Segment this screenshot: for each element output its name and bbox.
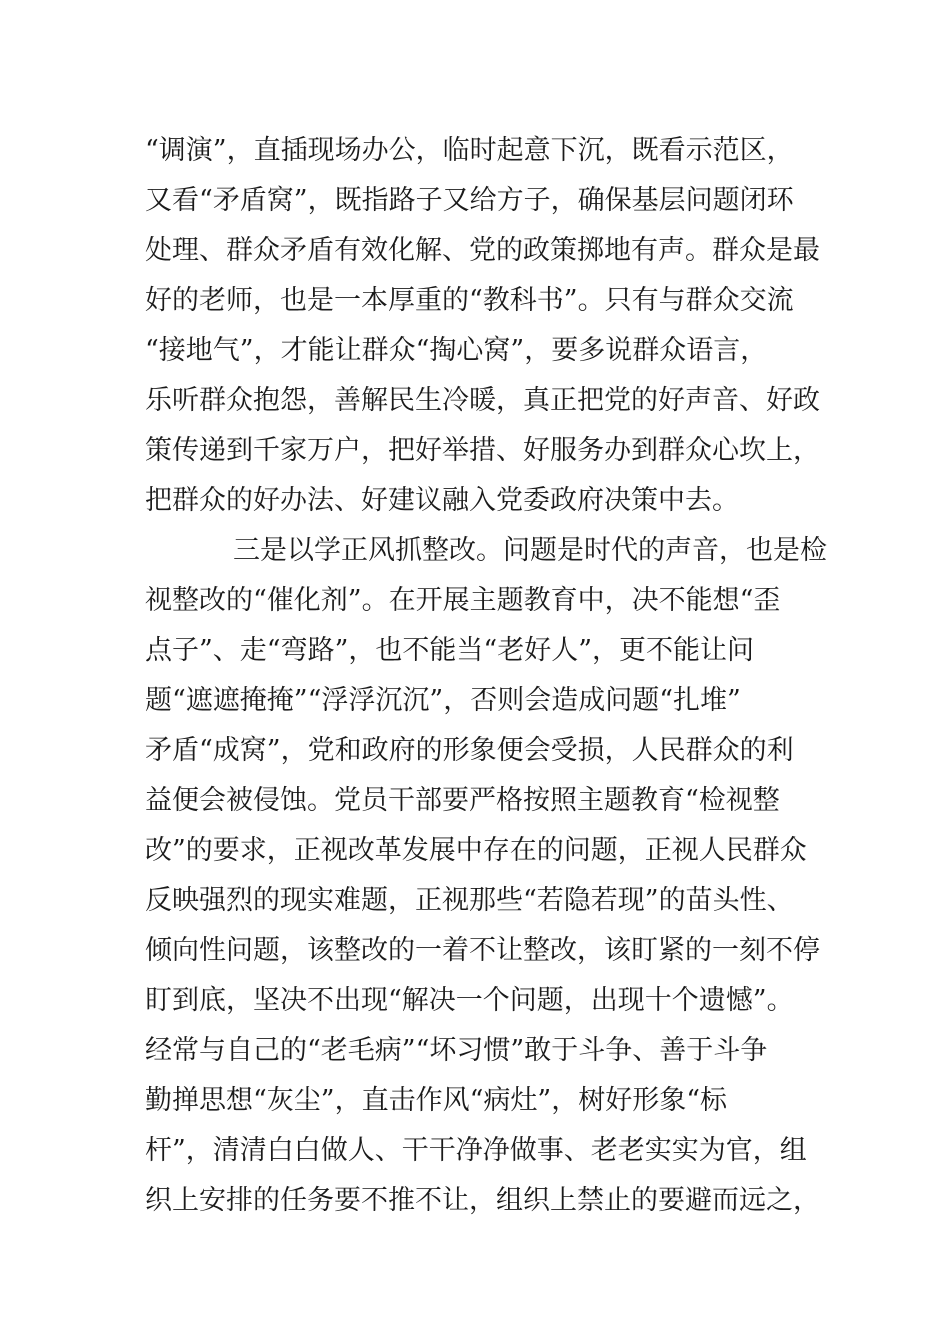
text-line: 勤掸思想“灰尘”，直击作风“病灶”，树好形象“标 xyxy=(145,1085,728,1116)
text-line: 盯到底，坚决不出现“解决一个问题，出现十个遗憾”。 xyxy=(145,985,794,1016)
text-line: 杆”，清清白白做人、干干净净做事、老老实实为官，组 xyxy=(145,1135,807,1166)
text-line: 改”的要求，正视改革发展中存在的问题，正视人民群众 xyxy=(145,835,807,866)
text-line: 反映强烈的现实难题，正视那些“若隐若现”的苗头性、 xyxy=(145,885,794,916)
text-line: 点子”、走“弯路”，也不能当“老好人”，更不能让问 xyxy=(145,635,755,666)
text-line: “调演”，直插现场办公，临时起意下沉，既看示范区， xyxy=(145,135,794,166)
text-line: 织上安排的任务要不推不让，组织上禁止的要避而远之， xyxy=(145,1185,820,1216)
text-line: 倾向性问题，该整改的一着不让整改，该盯紧的一刻不停 xyxy=(145,935,820,966)
text-line: 题“遮遮掩掩”“浮浮沉沉”，否则会造成问题“扎堆” xyxy=(145,685,741,716)
text-line: “接地气”，才能让群众“掏心窝”，要多说群众语言， xyxy=(145,335,768,366)
text-line: 策传递到千家万户，把好举措、好服务办到群众心坎上， xyxy=(145,435,820,466)
body-text xyxy=(145,126,827,1226)
text-line: 处理、群众矛盾有效化解、党的政策掷地有声。群众是最 xyxy=(145,235,820,266)
text-line: 经常与自己的“老毛病”“坏习惯”敢于斗争、善于斗争 xyxy=(145,1035,768,1066)
text-line: 乐听群众抱怨，善解民生冷暖，真正把党的好声音、好政 xyxy=(145,385,820,416)
text-line: 视整改的“催化剂”。在开展主题教育中，决不能想“歪 xyxy=(145,585,781,616)
text-line: 好的老师，也是一本厚重的“教科书”。只有与群众交流 xyxy=(145,285,794,316)
text-line: 把群众的好办法、好建议融入党委政府决策中去。 xyxy=(145,485,739,516)
text-line: 益便会被侵蚀。党员干部要严格按照主题教育“检视整 xyxy=(145,785,780,816)
paragraph-start-line: 三是以学正风抓整改。问题是时代的声音，也是检 xyxy=(233,535,827,566)
text-line: 矛盾“成窝”，党和政府的形象便会受损，人民群众的利 xyxy=(145,735,794,766)
text-line: 又看“矛盾窝”，既指路子又给方子，确保基层问题闭环 xyxy=(145,185,794,216)
